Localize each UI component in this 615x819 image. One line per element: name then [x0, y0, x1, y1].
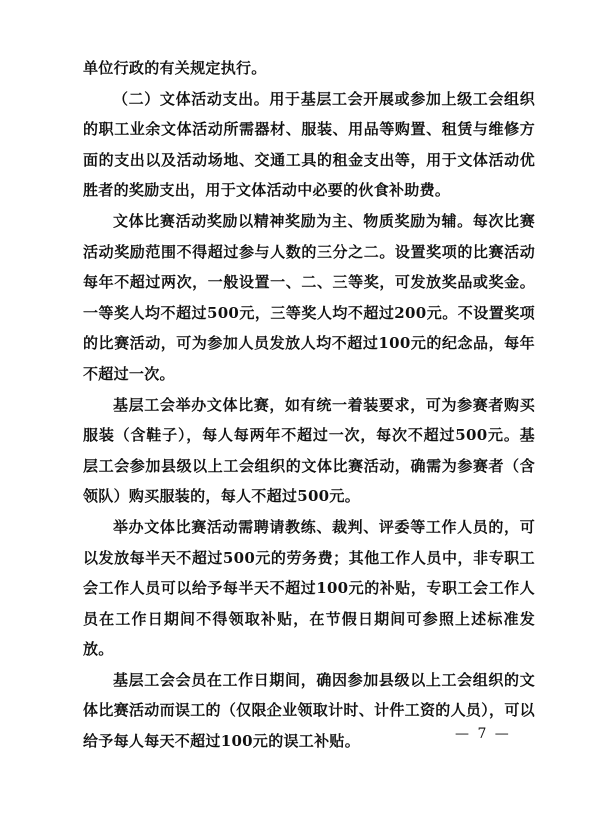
paragraph-competition-awards: 文体比赛活动奖励以精神奖励为主、物质奖励为辅。每次比赛活动奖励范围不得超过参与人数的三分之二。设置奖项的比赛活动每年不超过两次，一般设置一、二、三等奖，可发放奖品或奖金。一等奖人均不超过500元，三等奖人均不超过200元。不设置奖项的比赛活动，可为参加人员发放人均不超过100元的纪念品，每年不超过一次。 [83, 211, 535, 383]
page-number: — 7 — [455, 726, 511, 742]
body-text [83, 53, 535, 757]
paragraph-continuation: 单位行政的有关规定执行。 [83, 59, 267, 77]
paragraph-sports-activity-expenses: （二）文体活动支出。用于基层工会开展或参加上级工会组织的职工业余文体活动所需器材、服装、用品等购置、租赁与维修方面的支出以及活动场地、交通工具的租金支出等，用于文体活动优胜者的奖励支出，用于文体活动中必要的伙食补助费。 [83, 89, 535, 200]
paragraph-lost-work-subsidy: 基层工会会员在工作日期间，确因参加县级以上工会组织的文体比赛活动而误工的（仅限企业领取计时、计件工资的人员），可以给予每人每天不超过100元的误工补贴。 [83, 670, 535, 751]
paragraph-staff-fees: 举办文体比赛活动需聘请教练、裁判、评委等工作人员的，可以发放每半天不超过500元的劳务费；其他工作人员中，非专职工会工作人员可以给予每半天不超过100元的补贴，专职工会工作人员在工作日期间不得领取补贴，在节假日期间可参照上述标准发放。 [83, 517, 535, 659]
paragraph-uniform-purchase: 基层工会举办文体比赛，如有统一着装要求，可为参赛者购买服装（含鞋子），每人每两年不超过一次，每次不超过500元。基层工会参加县级以上工会组织的文体比赛活动，确需为参赛者（含领队）购买服装的，每人不超过500元。 [83, 395, 535, 506]
